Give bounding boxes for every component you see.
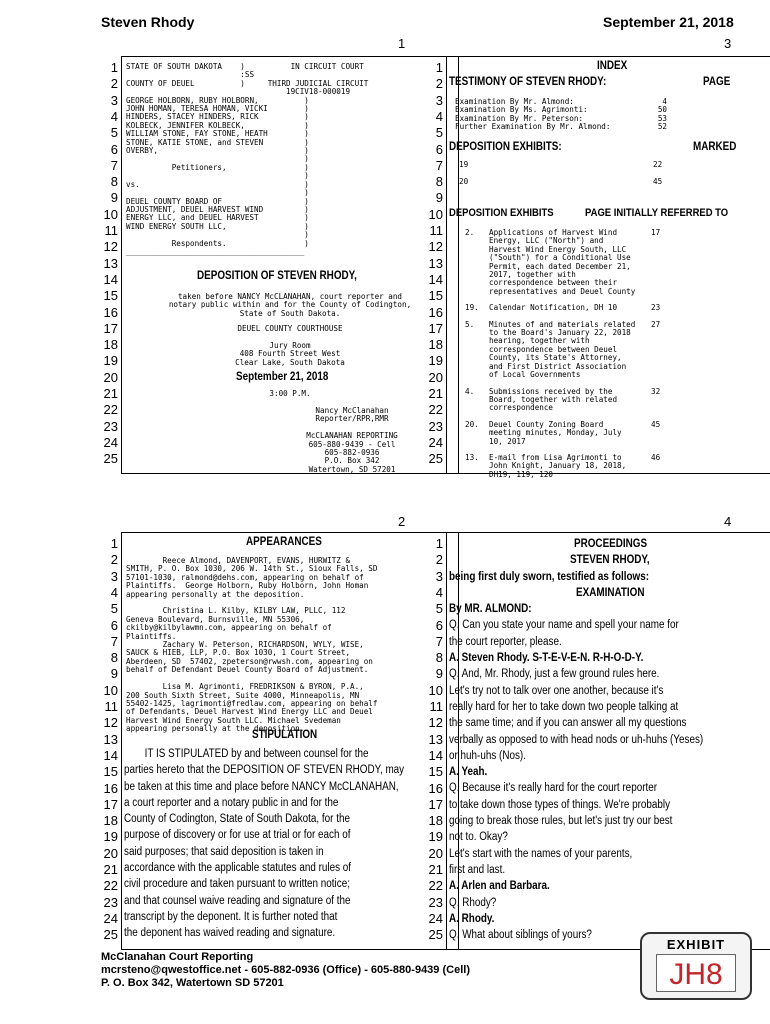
- line-number: 3: [435, 92, 443, 108]
- stipulation-text: [124, 746, 458, 942]
- stipulation-line: [124, 762, 458, 778]
- appearances-text: Reece Almond, DAVENPORT, EVANS, HURWITZ & SMITH, P. O. Box 1030, 206 W. 14th St., Sioux Falls, SD 57101-1030, ralmond@dehs.com, appearing on behalf of Plaintiffs. George Holborn, Ruby Holborn, John Homan appearing personally at the deposition. Christina L. Kilby, KILBY LAW, PLLC, 112 Geneva Boulevard, Burnsville, MN 55306, ckilby@kilbylawmn.com, appearing on behalf of Plaintiffs. Zachary W. Peterson, RICHARDSON, WYLY, WISE, SAUCK & HIEB, LLP, P.O. Box 1030, 1 Court Street, Aberdeen, SD 57402, zpeterson@rwwsh.com, appearing on behalf of Defendant Deuel County Board of Adjustment. Lisa M. Agrimonti, FREDRIKSON & BYRON, P.A., 200 South Sixth Street, Suite 4000, Minneapolis, MN 55402-1425, lagrimonti@fredlaw.com, appearing on behalf of Defendants, Deuel Harvest Wind Energy LLC and Deuel Harvest Wind Energy South LLC. Michael Svedeman appearing personally at the deposition.: [126, 556, 378, 734]
- proceedings-line-text: to take down those types of things. We're probably: [449, 798, 671, 811]
- deposition-time: 3:00 P.M.: [269, 389, 311, 398]
- exhibit-item-number: 13.: [465, 452, 479, 462]
- examination-list: [455, 98, 770, 132]
- line-number: 2: [110, 552, 118, 568]
- exhibit-item-description: Submissions received by the Board, together with related correspondence: [489, 386, 618, 413]
- exhibit-item-number: 20.: [465, 419, 479, 429]
- stipulation-line-text: County of Codington, State of South Dakota, for the: [124, 813, 350, 826]
- line-number: 16: [428, 780, 443, 796]
- proceedings-line-text: STEVEN RHODY,: [569, 554, 650, 567]
- line-number: 15: [428, 764, 443, 780]
- line-number: 17: [428, 320, 443, 336]
- transcript-page-2: [103, 532, 459, 950]
- proceedings-line: [449, 813, 770, 829]
- examination-page: 52: [657, 122, 667, 132]
- stipulation-line: [124, 860, 458, 876]
- line-number: 6: [110, 617, 118, 633]
- exhibit-item-page: 27: [651, 319, 661, 329]
- marked-list: [459, 161, 770, 195]
- line-number: 17: [103, 796, 118, 812]
- proceedings-line: [449, 699, 770, 715]
- line-number: 19: [103, 353, 118, 369]
- exhibit-item-number: 4.: [465, 386, 475, 396]
- examination-entry: [455, 123, 770, 131]
- index-heading: INDEX: [597, 60, 628, 72]
- footer: [101, 951, 470, 990]
- appearances-heading: APPEARANCES: [245, 536, 322, 548]
- transcript-page-1: [103, 56, 459, 474]
- line-number: 4: [110, 108, 118, 124]
- line-number: 22: [103, 402, 118, 418]
- line-number: 19: [428, 353, 443, 369]
- line-number: 16: [428, 304, 443, 320]
- deposition-date-body: September 21, 2018: [236, 371, 329, 383]
- marked-entry: [459, 178, 770, 195]
- line-number: 1: [110, 536, 118, 551]
- stipulation-line: [124, 779, 458, 795]
- page-referred-heading: PAGE INITIALLY REFERRED TO: [585, 207, 729, 219]
- examination-label: Examination By Mr. Almond:: [455, 97, 574, 106]
- transcript-page-3: [428, 56, 770, 479]
- exhibit-item: [465, 304, 770, 312]
- exhibit-item: [465, 421, 770, 446]
- exhibit-item-page: 46: [651, 452, 661, 462]
- examination-page: 4: [662, 97, 667, 106]
- line-number: 25: [428, 927, 443, 943]
- stipulation-line-text: IT IS STIPULATED by and between counsel for the: [144, 748, 369, 760]
- proceedings-line-text: first and last.: [449, 863, 506, 876]
- proceedings-line-text: going to break those rules, but let's just try our best: [449, 815, 673, 828]
- proceedings-line-text: really hard for her to take down two people talking at: [449, 700, 679, 713]
- line-number: 18: [428, 813, 443, 829]
- exhibit-items: [465, 229, 770, 487]
- line-number: 13: [428, 731, 443, 747]
- line-number: 13: [428, 255, 443, 271]
- exhibit-item: [465, 229, 770, 296]
- line-number: 14: [103, 271, 118, 287]
- proceedings-line: [449, 585, 770, 601]
- proceedings-line: [449, 846, 770, 862]
- line-number: 21: [103, 386, 118, 401]
- line-number: 5: [435, 601, 443, 617]
- line-number: 22: [428, 878, 443, 894]
- line-number: 13: [103, 255, 118, 271]
- line-number: 24: [428, 910, 443, 926]
- line-number: 11: [104, 223, 118, 238]
- line-number: 23: [428, 894, 443, 910]
- examination-label: Further Examination By Mr. Almond:: [455, 122, 611, 132]
- footer-address: P. O. Box 342, Watertown SD 57201: [101, 977, 284, 989]
- page-number: 2: [398, 514, 406, 529]
- footer-company: McClanahan Court Reporting: [101, 951, 254, 963]
- examination-page: 50: [657, 105, 667, 115]
- exhibits-heading-2: DEPOSITION EXHIBITS: [449, 207, 554, 219]
- line-number: 9: [435, 666, 443, 682]
- line-number: 3: [435, 568, 443, 584]
- stipulation-line: [124, 909, 458, 925]
- examination-label: Examination By Ms. Agrimonti:: [455, 105, 588, 115]
- line-number: 22: [103, 878, 118, 894]
- line-number: 11: [429, 699, 443, 714]
- page-number: 3: [724, 36, 732, 51]
- examination-label: Examination By Mr. Peterson:: [455, 113, 584, 123]
- line-number: 15: [428, 288, 443, 304]
- line-number: 17: [103, 320, 118, 336]
- proceedings-line: [449, 748, 770, 764]
- line-number: 13: [103, 731, 118, 747]
- proceedings-line-text: A. Arlen and Barbara.: [449, 880, 550, 893]
- case-caption: STATE OF SOUTH DAKOTA ) IN CIRCUIT COURT :SS COUNTY OF DEUEL ) THIRD JUDICIAL CIRCUIT 19CIV18-000019 GEORGE HOLBORN, RUBY HOLBORN, ) JOHN HOMAN, TERESA HOMAN, VICKI ) HINDERS, STACEY HINDERS, RICK ) KOLBECK, JENNIFER KOLBECK, ) WILLIAM STONE, FAY STONE, HEATH ) STONE, KATIE STONE, and STEVEN ) OVERBY, ) ) Petitioners, ) ) vs. ) ) DEUEL COUNTY BOARD OF ) ADJUSTMENT, DEUEL HARVEST WIND ) ENERGY LLC, and DEUEL HARVEST ) WIND ENERGY SOUTH LLC, ) ) Respondents. ) _______________________________________: [126, 62, 369, 256]
- proceedings-line: [449, 732, 770, 748]
- line-number: 22: [428, 402, 443, 418]
- exhibit-item: [465, 388, 770, 413]
- proceedings-line-text: or huh-uhs (Nos).: [449, 749, 526, 762]
- line-number: 7: [435, 157, 443, 173]
- line-number: 2: [435, 76, 443, 92]
- exhibit-item-description: Minutes of and materials related to the Board's January 22, 2018 hearing, together with correspondence between Deuel County, its State's Attorney, and First District Association of Local Governments: [489, 319, 636, 380]
- reporter-info: Nancy McClanahan Reporter/RPR,RMR McCLANAHAN REPORTING 605-880-9439 - Cell 605-882-0936 P.O. Box 342 Watertown, SD 57201: [306, 406, 398, 474]
- line-number: 25: [103, 927, 118, 943]
- line-number: 21: [103, 862, 118, 877]
- footer-contact: mcrsteno@qwestoffice.net - 605-882-0936 (Office) - 605-880-9439 (Cell): [101, 964, 470, 976]
- proceedings-line-text: Q. Because it's really hard for the court reporter: [449, 782, 658, 795]
- line-number: 4: [435, 108, 443, 124]
- deposition-title: DEPOSITION OF STEVEN RHODY,: [197, 270, 357, 282]
- line-number: 1: [435, 536, 443, 551]
- exhibit-code: JH8: [669, 958, 723, 991]
- exhibit-item-description: Calendar Notification, DH 10: [489, 303, 618, 313]
- page-number: 4: [724, 514, 732, 529]
- line-number: 11: [104, 699, 118, 714]
- line-number: 12: [103, 715, 118, 731]
- stipulation-line-text: a court reporter and a notary public in and for the: [124, 796, 339, 809]
- line-number: 5: [110, 125, 118, 141]
- exhibit-number: 20: [459, 177, 469, 186]
- line-number: 23: [428, 418, 443, 434]
- line-number: 10: [103, 206, 118, 222]
- exhibit-item-page: 45: [651, 419, 661, 429]
- exhibit-item: [465, 321, 770, 380]
- exhibit-stamp: [640, 932, 752, 1000]
- proceedings-line: [449, 634, 770, 650]
- taken-before-text: taken before NANCY McCLANAHAN, court reporter and notary public within and for the County of Codington, State of South Dakota.: [168, 292, 412, 318]
- stipulation-line: [124, 795, 458, 811]
- exhibit-item-number: 19.: [465, 303, 479, 313]
- page-column-heading: PAGE: [703, 76, 731, 88]
- line-number: 20: [103, 845, 118, 861]
- line-number: 4: [435, 584, 443, 600]
- line-number: 15: [103, 288, 118, 304]
- line-number: 19: [103, 829, 118, 845]
- stipulation-line-text: civil procedure and taken pursuant to written notice;: [124, 878, 350, 891]
- line-number: 12: [428, 715, 443, 731]
- line-number: 21: [428, 386, 443, 401]
- stipulation-line-text: transcript by the deponent. It is further noted that: [124, 910, 338, 923]
- proceedings-line-text: EXAMINATION: [576, 586, 645, 599]
- exhibit-number: 19: [459, 160, 469, 169]
- line-number: 16: [103, 304, 118, 320]
- line-number: 11: [429, 223, 443, 238]
- proceedings-line-text: A. Rhody.: [449, 912, 495, 925]
- proceedings-line-text: A. Steven Rhody. S-T-E-V-E-N. R-H-O-D-Y.: [449, 652, 644, 665]
- line-number: 6: [435, 141, 443, 157]
- deponent-name: Steven Rhody: [101, 14, 195, 30]
- line-number: 18: [103, 337, 118, 353]
- proceedings-line-text: PROCEEDINGS: [573, 538, 647, 550]
- proceedings-line: [449, 895, 770, 911]
- line-number: 8: [110, 174, 118, 190]
- line-number: 6: [110, 141, 118, 157]
- proceedings-line-text: Let's start with the names of your parents,: [449, 847, 633, 860]
- proceedings-line-text: the same time; and if you can answer all my questions: [449, 717, 687, 730]
- page-number: 1: [398, 36, 406, 51]
- exhibit-item-description: Applications of Harvest Wind Energy, LLC ("North") and Harvest Wind Energy South, LLC ("South") for a Conditional Use Permit, each dated December 21, 2017, together with correspondence between their representatives and Deuel County: [489, 228, 636, 296]
- line-number: 9: [110, 666, 118, 682]
- proceedings-line-text: Q. Rhody?: [449, 896, 497, 909]
- line-number: 25: [103, 451, 118, 467]
- proceedings-line-text: not to. Okay?: [449, 831, 508, 844]
- deposition-date: September 21, 2018: [603, 14, 734, 30]
- line-number: 1: [110, 60, 118, 75]
- line-number: 8: [435, 174, 443, 190]
- proceedings-line: [449, 683, 770, 699]
- stipulation-line-text: purpose of discovery or for use at trial or for each of: [124, 829, 351, 842]
- exhibit-item-description: Deuel County Zoning Board meeting minutes, Monday, July 10, 2017: [489, 419, 622, 446]
- stipulation-line: [124, 746, 458, 762]
- exhibit-item-number: 2.: [465, 228, 475, 237]
- line-number: 24: [428, 434, 443, 450]
- proceedings-line: [449, 552, 770, 568]
- marked-page: 45: [653, 177, 663, 186]
- line-number: 12: [103, 239, 118, 255]
- line-number: 12: [428, 239, 443, 255]
- line-number: 8: [435, 650, 443, 666]
- stipulation-line: [124, 893, 458, 909]
- exhibit-item-page: 32: [651, 386, 661, 396]
- proceedings-line-text: Q. Can you state your name and spell your name for: [449, 619, 679, 632]
- stipulation-line-text: and that counsel waive reading and signature of the: [124, 894, 351, 907]
- proceedings-line: [449, 601, 770, 617]
- line-number: 14: [103, 747, 118, 763]
- proceedings-line-text: A. Yeah.: [449, 766, 488, 779]
- proceedings-line: [449, 764, 770, 780]
- line-number: 3: [110, 568, 118, 584]
- proceedings-line-text: verbally as opposed to with head nods or uh-huhs (Yeses): [449, 733, 704, 746]
- line-number: 20: [428, 369, 443, 385]
- proceedings-line: [449, 797, 770, 813]
- stipulation-line: [124, 925, 458, 941]
- line-number: 6: [435, 617, 443, 633]
- proceedings-line: [449, 617, 770, 633]
- stipulation-line: [124, 876, 458, 892]
- proceedings-line-text: By MR. ALMOND:: [449, 603, 532, 616]
- line-number: 4: [110, 584, 118, 600]
- line-number: 2: [110, 76, 118, 92]
- line-number: 23: [103, 418, 118, 434]
- proceedings-line: [449, 911, 770, 927]
- exhibit-item-page: 23: [651, 303, 661, 313]
- proceedings-line: [449, 650, 770, 666]
- line-number: 23: [103, 894, 118, 910]
- line-number: 9: [110, 190, 118, 206]
- deposition-location: DEUEL COUNTY COURTHOUSE Jury Room 408 Fourth Street West Clear Lake, South Dakota: [235, 324, 345, 367]
- line-number: 8: [110, 650, 118, 666]
- line-number: 7: [110, 633, 118, 649]
- line-number: 25: [428, 451, 443, 467]
- exhibits-heading: DEPOSITION EXHIBITS:: [449, 141, 562, 153]
- line-number: 1: [435, 60, 443, 75]
- exhibit-label: EXHIBIT: [666, 937, 726, 952]
- line-number: 18: [428, 337, 443, 353]
- line-number: 10: [103, 682, 118, 698]
- proceedings-line: [449, 878, 770, 894]
- proceedings-line: [449, 569, 770, 585]
- exhibit-item-page: 17: [651, 228, 661, 237]
- proceedings-line-text: Q. What about siblings of yours?: [449, 929, 592, 942]
- exhibit-item-number: 5.: [465, 319, 475, 329]
- marked-entry: [459, 161, 770, 178]
- line-number: 7: [110, 157, 118, 173]
- line-number: 14: [428, 271, 443, 287]
- testimony-heading: TESTIMONY OF STEVEN RHODY:: [449, 76, 607, 88]
- line-number: 2: [435, 552, 443, 568]
- line-number: 10: [428, 206, 443, 222]
- line-number: 5: [110, 601, 118, 617]
- line-number: 17: [428, 796, 443, 812]
- stipulation-line-text: be taken at this time and place before NANCY McCLANAHAN,: [124, 780, 399, 793]
- line-number: 14: [428, 747, 443, 763]
- line-number: 16: [103, 780, 118, 796]
- line-number: 7: [435, 633, 443, 649]
- proceedings-line: [449, 536, 770, 552]
- line-number: 5: [435, 125, 443, 141]
- line-number: 20: [103, 369, 118, 385]
- line-number: 15: [103, 764, 118, 780]
- exhibit-item-description: E-mail from Lisa Agrimonti to John Knight, January 18, 2018, DH19, 119, 120: [489, 452, 627, 479]
- proceedings-line: [449, 666, 770, 682]
- stipulation-line-text: said purposes; that said deposition is taken in: [124, 845, 324, 858]
- line-number: 21: [428, 862, 443, 877]
- stipulation-line: [124, 844, 458, 860]
- stipulation-line-text: parties hereto that the DEPOSITION OF STEVEN RHODY, may: [124, 764, 405, 777]
- stipulation-line-text: the deponent has waived reading and signature.: [124, 927, 336, 940]
- exhibit-item: [465, 454, 770, 479]
- proceedings-line: [449, 715, 770, 731]
- proceedings-line: [449, 829, 770, 845]
- line-number: 19: [428, 829, 443, 845]
- proceedings-line: [449, 862, 770, 878]
- marked-heading: MARKED: [693, 141, 737, 153]
- line-number: 18: [103, 813, 118, 829]
- proceedings-line-text: being first duly sworn, testified as follows:: [449, 570, 650, 583]
- proceedings-line-text: Let's try not to talk over one another, because it's: [449, 684, 664, 697]
- proceedings-text: [449, 536, 770, 943]
- line-number: 10: [428, 682, 443, 698]
- proceedings-line-text: Q. And, Mr. Rhody, just a few ground rules here.: [449, 668, 660, 681]
- proceedings-line-text: the court reporter, please.: [449, 635, 562, 648]
- line-number: 3: [110, 92, 118, 108]
- marked-page: 22: [653, 160, 663, 169]
- transcript-page-4: [428, 532, 770, 950]
- line-number: 24: [103, 910, 118, 926]
- stipulation-line-text: accordance with the applicable statutes and rules of: [124, 862, 352, 875]
- line-number: 24: [103, 434, 118, 450]
- line-number: 9: [435, 190, 443, 206]
- examination-page: 53: [657, 113, 667, 123]
- stipulation-line: [124, 811, 458, 827]
- stipulation-line: [124, 827, 458, 843]
- stipulation-heading: STIPULATION: [252, 729, 318, 741]
- proceedings-line: [449, 780, 770, 796]
- line-number: 20: [428, 845, 443, 861]
